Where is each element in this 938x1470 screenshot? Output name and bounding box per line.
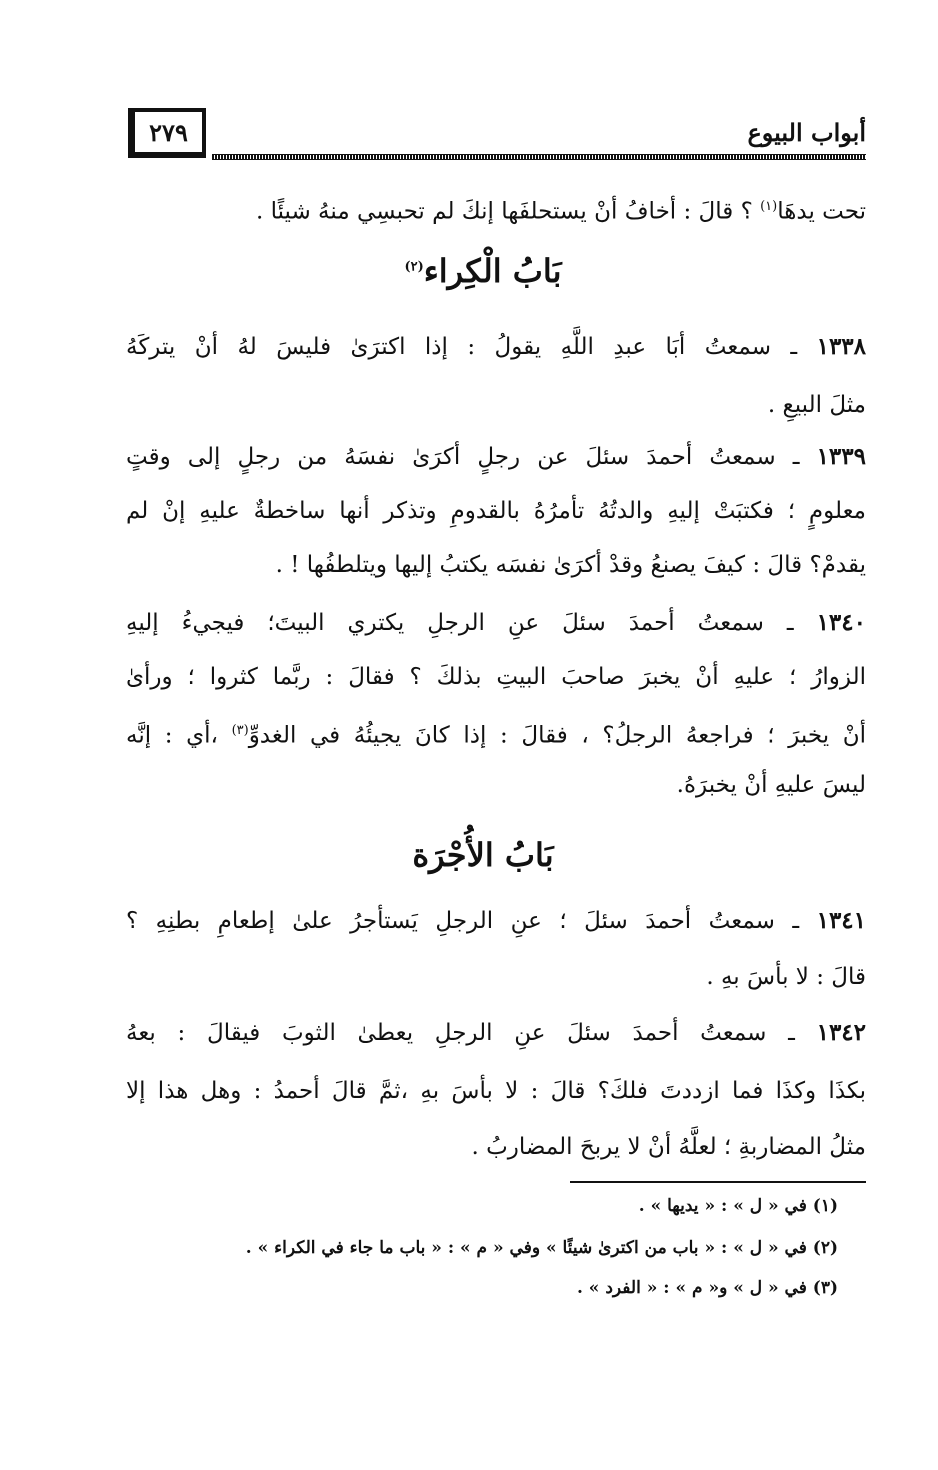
footnote-2: (٢) في « ل » : « باب من اكترىٰ شيئًا » وفي « م » : « باب ما جاء في الكراء » . <box>245 1238 838 1258</box>
footnote-3: (٣) في « ل » و« م » : « الفرد » . <box>576 1278 838 1298</box>
paragraph-1341-line-1 <box>126 904 866 938</box>
paragraph-1342-line-1 <box>126 1016 866 1050</box>
header-rule <box>212 154 866 160</box>
paragraph-text: ـ سمعتُ أحمدَ سئلَ ؛ عنِ الرجلِ يَستأجرُ علىٰ إطعامِ بطنِهِ ؟ <box>126 908 800 934</box>
paragraph-text: ـ سمعتُ أحمدَ سئلَ عنِ الرجلِ يكتري البيتَ؛ فيجيءُ إليهِ <box>126 610 794 636</box>
footnote-marker-3: (٣) <box>231 723 249 738</box>
section-heading-ujra <box>100 836 866 874</box>
paragraph-1338-line-2: مثلَ البيعِ . <box>767 392 866 418</box>
hadith-number-1341: ١٣٤١ <box>816 907 867 934</box>
continuation-text-end: ؟ قالَ : أخافُ أنْ يستحلفَها إنكَ لم تحبسِي منهُ شيئًا . <box>255 198 761 225</box>
page-header <box>128 108 866 164</box>
paragraph-1341-line-2: قالَ : لا بأسَ بهِ . <box>706 964 866 990</box>
page-number-box <box>128 108 206 158</box>
continuation-line <box>126 190 866 229</box>
running-title: أبواب البيوع <box>747 118 866 147</box>
paragraph-text-end: ،أي : إنَّه <box>126 722 232 749</box>
hadith-number-1342: ١٣٤٢ <box>816 1019 867 1046</box>
paragraph-1342-line-2: بكذَا وكذَا فما ازددتَ فلكَ؟ قالَ : لا بأسَ بهِ ،ثمَّ قالَ أحمدُ : وهل هذا إلا <box>126 1078 866 1104</box>
paragraph-text: ـ سمعتُ أحمدَ سئلَ عن رجلٍ أكرَىٰ نفسَهُ من رجلٍ إلى وقتٍ <box>126 444 800 470</box>
paragraph-text: ـ سمعتُ أبَا عبدِ اللَّهِ يقولُ : إذا اكترَىٰ فليسَ لهُ أنْ يتركَهُ <box>126 334 798 360</box>
section-title-ujra: بَابُ الأُجْرَة <box>412 836 554 874</box>
paragraph-text: ـ سمعتُ أحمدَ سئلَ عنِ الرجلِ يعطىٰ الثوبَ فيقالَ : بعهُ <box>126 1020 795 1046</box>
footnote-separator <box>570 1181 866 1183</box>
hadith-number-1338: ١٣٣٨ <box>816 333 867 360</box>
paragraph-1338-line-1 <box>126 330 866 364</box>
continuation-text: تحت يدهَا <box>777 198 866 225</box>
footnote-marker-1: (١) <box>760 199 778 214</box>
paragraph-1339-line-2: معلومٍ ؛ فكتبَتْ إليهِ والدتُهُ تأمرُهُ بالقدومِ وتذكر أنها ساخطةٌ عليهِ إنْ لم <box>126 498 866 524</box>
paragraph-1339-line-3: يقدمْ؟ قالَ : كيفَ يصنعُ وقدْ أكرَىٰ نفسَه يكتبُ إليها ويتلطفُها ! . <box>275 552 866 578</box>
paragraph-1340-line-1 <box>126 606 866 640</box>
hadith-number-1339: ١٣٣٩ <box>816 443 866 470</box>
hadith-number-1340: ١٣٤٠ <box>816 609 866 636</box>
paragraph-1340-line-4: ليسَ عليهِ أنْ يخبرَهُ. <box>676 772 866 798</box>
page-number: ٢٧٩ <box>149 117 188 147</box>
footnote-marker-2: (٢) <box>404 259 424 275</box>
paragraph-1340-line-2: الزوارُ ؛ عليهِ أنْ يخبرَ صاحبَ البيتِ بذلكَ ؟ فقالَ : ربَّما كثروا ؛ ورأىٰ <box>126 664 866 690</box>
section-heading-kira <box>100 252 866 290</box>
paragraph-text: أنْ يخبرَ ؛ فراجعهُ الرجلُ؟ ، فقالَ : إذا كانَ يجيئُهُ في الغدوِّ <box>248 722 866 749</box>
paragraph-1340-line-3 <box>126 714 866 753</box>
paragraph-1339-line-1 <box>126 440 866 474</box>
section-title-kira: بَابُ الْكِراء <box>423 252 562 290</box>
footnote-1: (١) في « ل » : « يديها » . <box>638 1196 838 1216</box>
paragraph-1342-line-3: مثلُ المضاربةِ ؛ لعلَّهُ أنْ لا يربحَ المضاربُ . <box>471 1134 866 1160</box>
